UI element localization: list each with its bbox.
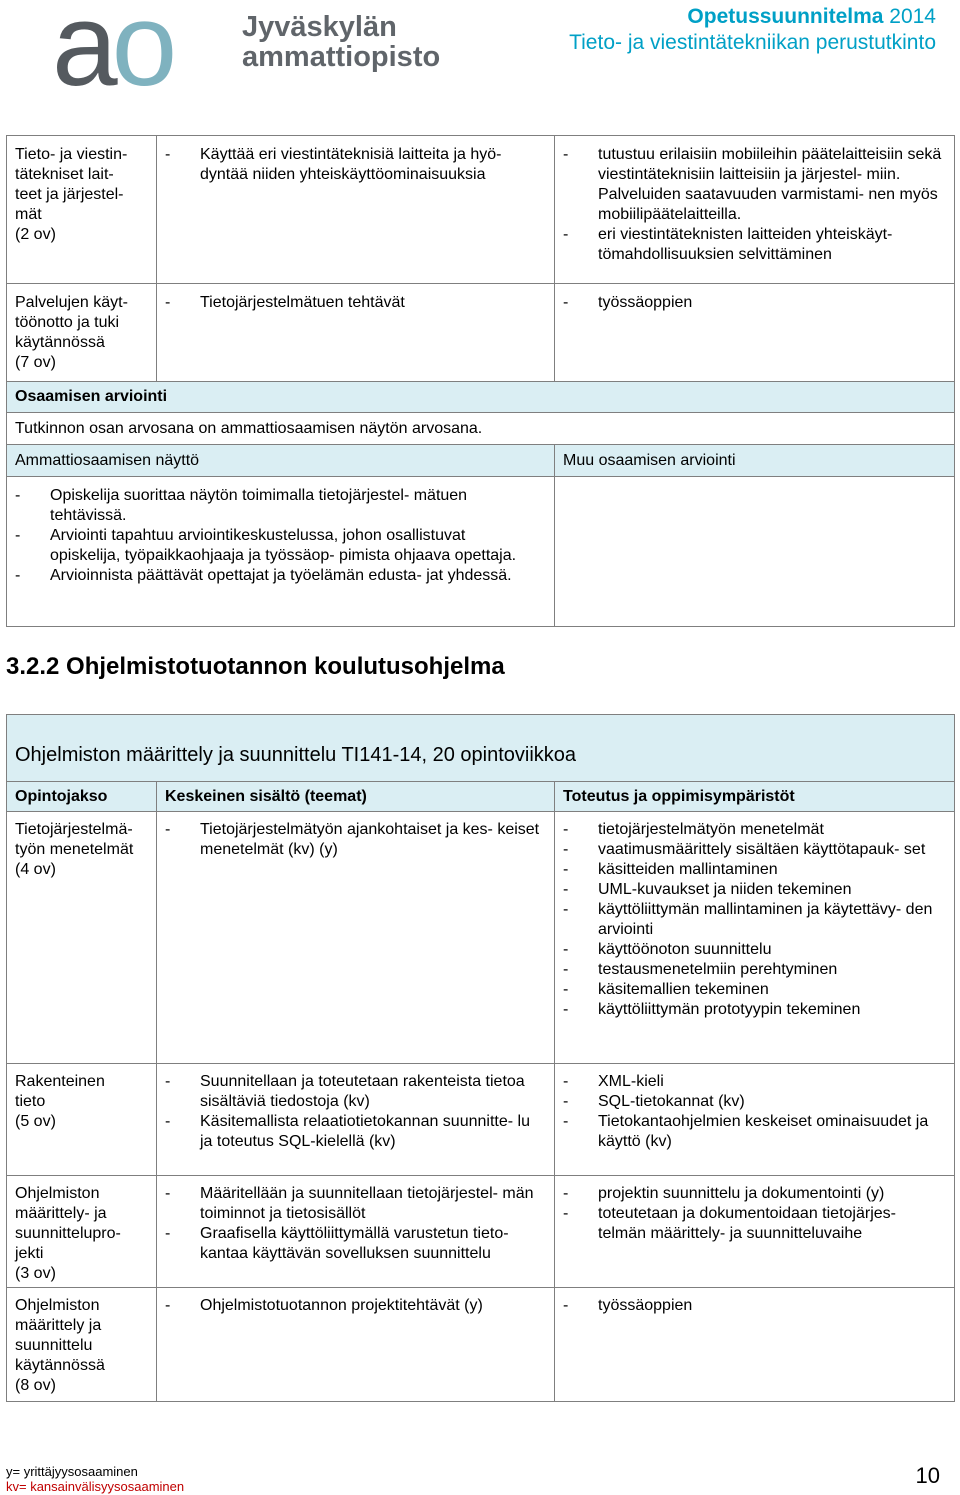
course-name-line: (8 ov) [15,1377,56,1394]
list-item: - työssäoppien [563,1296,946,1316]
list-item: - Tietojärjestelmätyön ajankohtaiset ja kes- keiset menetelmät (kv) (y) [165,820,546,860]
list-item: - käyttöliittymän prototyypin tekeminen [563,1000,946,1020]
column-header-implementation: Toteutus ja oppimisympäristöt [555,782,955,812]
list-item: - XML-kieli [563,1072,946,1092]
list-item: - Käsitemallista relaatiotietokannan suunnitte- lu ja toteutus SQL-kielellä (kv) [165,1112,546,1152]
content-cell [157,284,555,382]
course-name-line: työn menetelmät [15,841,134,858]
course-name-line: Ohjelmiston [15,1297,100,1314]
content-cell [157,1176,555,1288]
list-item: - käyttöönoton suunnittelu [563,940,946,960]
table-row [7,477,955,627]
course-name-line: määrittely ja [15,1317,102,1334]
course-name-line: töönotto ja tuki [15,314,120,331]
table-row [7,413,955,445]
section-heading: 3.2.2 Ohjelmistotuotannon koulutusohjelma [6,653,505,680]
implementation-cell [555,136,955,284]
course-name-line: (4 ov) [15,861,56,878]
course-name-line: suunnittelu [15,1337,93,1354]
implementation-cell [555,1176,955,1288]
table-row [7,136,955,284]
course-name-line: mät [15,206,42,223]
course-cell [7,1288,157,1402]
other-assessment-cell [555,477,955,627]
content-cell [157,1288,555,1402]
table-row [7,284,955,382]
course-name-line: tätekniset lait- [15,166,114,183]
content-cell [157,812,555,1064]
list-item: - Käyttää eri viestintäteknisiä laitteita ja hyö- dyntää niiden yhteiskäyttöominaisuuksia [165,145,546,185]
list-item: - työssäoppien [563,293,946,313]
content-cell [157,1064,555,1176]
implementation-cell [555,1064,955,1176]
list-item: - projektin suunnittelu ja dokumentointi (y) [563,1184,946,1204]
demo-heading: Ammattiosaamisen näyttö [7,445,555,477]
course-name-line: (2 ov) [15,226,56,243]
course-name-line: Tietojärjestelmä- [15,821,133,838]
course-name-line: (7 ov) [15,354,56,371]
list-item: - UML-kuvaukset ja niiden tekeminen [563,880,946,900]
logo-text [242,12,440,72]
list-item: - käsitemallien tekeminen [563,980,946,1000]
page-number: 10 [915,1463,940,1488]
course-name-line: käytännössä [15,1357,105,1374]
list-item: - Arvioinnista päättävät opettajat ja työelämän edusta- jat yhdessä. [15,566,540,586]
course-name-line: jekti [15,1245,44,1262]
logo-line-2: ammattiopisto [242,41,441,73]
course-cell [7,1176,157,1288]
course-name-line: tieto [15,1093,46,1110]
table-row [7,382,955,413]
list-item: - SQL-tietokannat (kv) [563,1092,946,1112]
implementation-cell [555,284,955,382]
column-header-course: Opintojakso [7,782,157,812]
logo-line-1: Jyväskylän [242,11,397,43]
curriculum-table-1 [6,135,955,627]
header-year: 2014 [883,5,936,28]
list-item: - Tietojärjestelmätuen tehtävät [165,293,546,313]
course-cell [7,812,157,1064]
list-item: - toteutetaan ja dokumentoidaan tietojärjes- telmän määrittely- ja suunnitteluvaihe [563,1204,946,1244]
content-cell [157,136,555,284]
list-item: - Suunnitellaan ja toteutetaan rakenteista tietoa sisältäviä tiedostoja (kv) [165,1072,546,1112]
course-cell [7,136,157,284]
course-name-line: käytännössä [15,334,105,351]
list-item: - käyttöliittymän mallintaminen ja käytettävy- den arviointi [563,900,946,940]
course-name-line: teet ja järjestel- [15,186,124,203]
course-cell [7,1064,157,1176]
table-row [7,715,955,782]
logo-mark: ao [52,0,172,111]
table-row [7,1064,955,1176]
list-item: - Ohjelmistotuotannon projektitehtävät (y) [165,1296,546,1316]
course-name-line: määrittely- ja [15,1205,107,1222]
column-header-content: Keskeinen sisältö (teemat) [157,782,555,812]
document-header [569,4,936,56]
footer-notes [6,1464,184,1494]
footnote-y: y= yrittäjyysosaaminen [6,1464,138,1479]
list-item: - tietojärjestelmätyön menetelmät [563,820,946,840]
list-item: - testausmenetelmiin perehtyminen [563,960,946,980]
demo-cell [7,477,555,627]
course-name-line: Tieto- ja viestin- [15,146,128,163]
table-row [7,782,955,812]
course-name-line: suunnittelupro- [15,1225,121,1242]
list-item: - Tietokantaohjelmien keskeiset ominaisuudet ja käyttö (kv) [563,1112,946,1152]
assessment-text: Tutkinnon osan arvosana on ammattiosaamisen näytön arvosana. [7,413,955,445]
table-row [7,1176,955,1288]
header-subtitle: Tieto- ja viestintätekniikan perustutkinto [569,31,936,54]
footnote-kv: kv= kansainvälisyysosaaminen [6,1479,185,1494]
other-assessment-heading: Muu osaamisen arviointi [555,445,955,477]
list-item: - tutustuu erilaisiin mobiileihin päätelaitteisiin sekä viestintäteknisiin laitteisiin ja järjestel- miin. Palveluiden saatavuuden varmistami- nen myös mobiilipäätelaitteilla. [563,145,946,225]
course-name-line: Ohjelmiston [15,1185,100,1202]
table-row [7,812,955,1064]
course-name-line: (3 ov) [15,1265,56,1282]
implementation-cell [555,812,955,1064]
list-item: - vaatimusmäärittely sisältäen käyttötapauk- set [563,840,946,860]
implementation-cell [555,1288,955,1402]
program-title: Ohjelmiston määrittely ja suunnittelu TI141-14, 20 opintoviikkoa [7,715,955,782]
course-name-line: Rakenteinen [15,1073,105,1090]
list-item: - Opiskelija suorittaa näytön toimimalla tietojärjestel- mätuen tehtävissä. [15,486,540,526]
curriculum-table-2 [6,714,955,1402]
list-item: - Määritellään ja suunnitellaan tietojärjestel- män toiminnot ja tietosisällöt [165,1184,546,1224]
list-item: - Arviointi tapahtuu arviointikeskustelussa, johon osallistuvat opiskelija, työpaikkaohjaaja ja työssäop- pimista ohjaava opettaja. [15,526,540,566]
table-row [7,445,955,477]
course-cell [7,284,157,382]
header-title: Opetussuunnitelma [687,5,884,28]
assessment-heading: Osaamisen arviointi [7,382,955,413]
list-item: - Graafisella käyttöliittymällä varustetun tieto- kantaa käyttävän sovelluksen suunnittelu [165,1224,546,1264]
course-name-line: Palvelujen käyt- [15,294,128,311]
list-item: - eri viestintäteknisten laitteiden yhteiskäyt- tömahdollisuuksien selvittäminen [563,225,946,265]
course-name-line: (5 ov) [15,1113,56,1130]
table-row [7,1288,955,1402]
list-item: - käsitteiden mallintaminen [563,860,946,880]
